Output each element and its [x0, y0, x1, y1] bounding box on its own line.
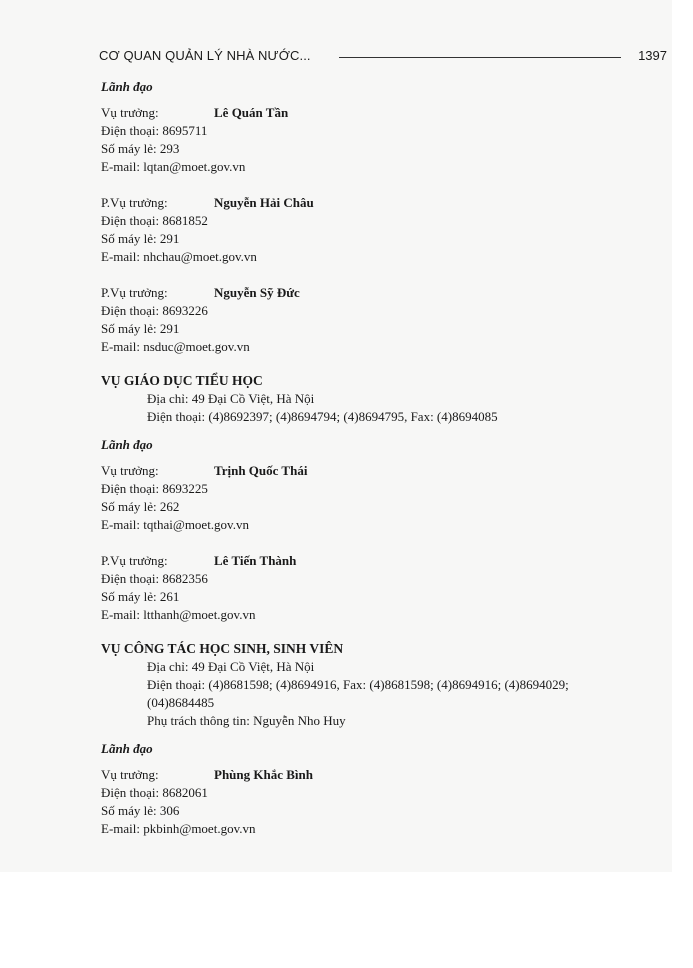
- department-title: VỤ GIÁO DỤC TIỂU HỌC: [101, 373, 263, 388]
- person-extension: Số máy lẻ: 261: [101, 589, 180, 604]
- person-entry: [101, 284, 661, 356]
- person-email: E-mail: tqthai@moet.gov.vn: [101, 517, 249, 532]
- section-1: [101, 78, 661, 356]
- person-role: Vụ trưởng:: [101, 767, 159, 782]
- person-phone: Điện thoại: 8693225: [101, 481, 208, 496]
- person-role: P.Vụ trưởng:: [101, 553, 168, 568]
- leaders-label: Lãnh đạo: [101, 741, 153, 756]
- person-role: P.Vụ trưởng:: [101, 195, 168, 210]
- person-name: Trịnh Quốc Thái: [214, 463, 308, 478]
- person-phone: Điện thoại: 8682356: [101, 571, 208, 586]
- section-2: [101, 372, 661, 624]
- department-phone: Điện thoại: (4)8692397; (4)8694794; (4)8694795, Fax: (4)8694085: [147, 409, 498, 424]
- person-entry: [101, 194, 661, 266]
- department-title: VỤ CÔNG TÁC HỌC SINH, SINH VIÊN: [101, 641, 344, 656]
- page-header: [99, 47, 671, 67]
- person-name: Phùng Khắc Bình: [214, 767, 313, 782]
- leaders-label: Lãnh đạo: [101, 79, 153, 94]
- department-phone-continued: (04)8684485: [147, 695, 215, 710]
- person-phone: Điện thoại: 8695711: [101, 123, 208, 138]
- person-extension: Số máy lẻ: 262: [101, 499, 180, 514]
- person-entry: [101, 552, 661, 624]
- person-email: E-mail: pkbinh@moet.gov.vn: [101, 821, 256, 836]
- department-address: Địa chỉ: 49 Đại Cồ Việt, Hà Nội: [147, 659, 315, 674]
- person-name: Lê Tiến Thành: [214, 553, 297, 568]
- person-email: E-mail: lqtan@moet.gov.vn: [101, 159, 246, 174]
- person-role: P.Vụ trưởng:: [101, 285, 168, 300]
- page-number: 1397: [638, 48, 667, 63]
- person-entry: [101, 462, 661, 534]
- person-role: Vụ trưởng:: [101, 105, 159, 120]
- person-name: Nguyễn Hải Châu: [214, 195, 314, 210]
- person-email: E-mail: ltthanh@moet.gov.vn: [101, 607, 256, 622]
- department-info-contact: Phụ trách thông tin: Nguyễn Nho Huy: [147, 713, 346, 728]
- person-role: Vụ trưởng:: [101, 463, 159, 478]
- person-phone: Điện thoại: 8681852: [101, 213, 208, 228]
- running-header-title: CƠ QUAN QUẢN LÝ NHÀ NƯỚC...: [99, 48, 311, 63]
- person-entry: [101, 104, 661, 176]
- person-name: Nguyễn Sỹ Đức: [214, 285, 300, 300]
- department-address: Địa chỉ: 49 Đại Cồ Việt, Hà Nội: [147, 391, 315, 406]
- person-extension: Số máy lẻ: 306: [101, 803, 180, 818]
- person-extension: Số máy lẻ: 291: [101, 321, 180, 336]
- person-phone: Điện thoại: 8693226: [101, 303, 208, 318]
- section-3: [101, 640, 661, 838]
- header-rule: [339, 57, 621, 58]
- page-content: [101, 78, 661, 838]
- person-extension: Số máy lẻ: 291: [101, 231, 180, 246]
- person-email: E-mail: nsduc@moet.gov.vn: [101, 339, 250, 354]
- department-phone: Điện thoại: (4)8681598; (4)8694916, Fax: (4)8681598; (4)8694916; (4)8694029;: [147, 677, 569, 692]
- person-name: Lê Quán Tần: [214, 105, 289, 120]
- person-extension: Số máy lẻ: 293: [101, 141, 180, 156]
- person-entry: [101, 766, 661, 838]
- person-email: E-mail: nhchau@moet.gov.vn: [101, 249, 257, 264]
- person-phone: Điện thoại: 8682061: [101, 785, 208, 800]
- leaders-label: Lãnh đạo: [101, 437, 153, 452]
